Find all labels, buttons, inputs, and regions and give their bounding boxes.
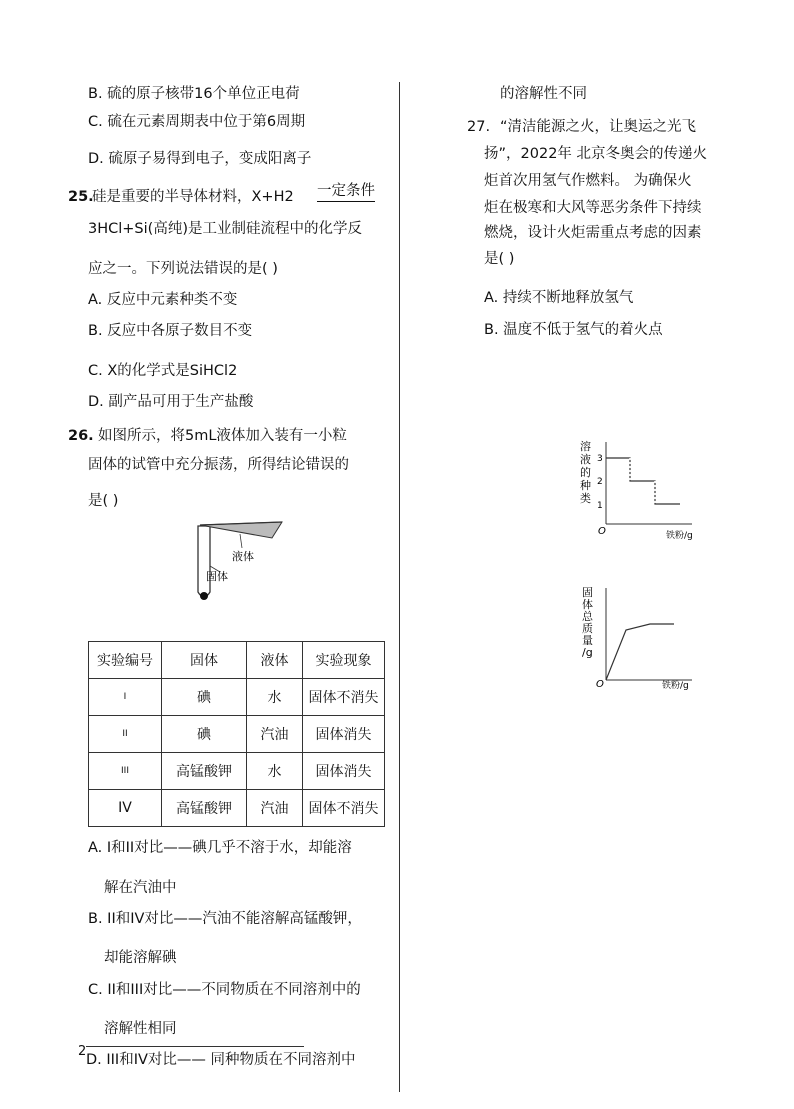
q27-stem-line1: “清洁能源之火，让奥运之光飞 [500,119,697,135]
q24-option-d: D. 硫原子易得到电子，变成阳离子 [88,151,312,167]
q26-option-a-line1: A. I和II对比——碘几乎不溶于水，却能溶 [88,840,352,856]
test-tube-figure [180,518,310,606]
table-cell: 水 [247,753,303,790]
q25-stem-line2: 3HCl+Si(高纯)是工业制硅流程中的化学反 [88,221,362,237]
graph1-ylabel-char: 溶 [580,440,591,453]
table-cell: 固体不消失 [303,679,385,716]
table-row [89,716,385,753]
header-cell: 固体 [162,642,247,679]
graph1-ylabel-char: 的 [580,466,591,479]
experiment-table [88,641,385,827]
table-cell: III [89,753,162,790]
graph-solid-mass [570,584,705,690]
header-cell: 实验现象 [303,642,385,679]
table-cell: 高锰酸钾 [162,790,247,827]
q27-stem-line6: 是( ) [484,251,515,267]
q25-stem-line3: 应之一。下列说法错误的是( ) [88,261,278,277]
table-cell: 固体消失 [303,716,385,753]
table-row [89,679,385,716]
q24-option-c: C. 硫在元素周期表中位于第6周期 [88,114,306,130]
graph1-ytick: 1 [597,501,603,511]
dropper [200,522,282,538]
q26-stem-line2: 固体的试管中充分振荡，所得结论错误的 [88,457,349,473]
q27-option-b: B. 温度不低于氢气的着火点 [484,322,663,338]
table-cell: 固体消失 [303,753,385,790]
graph2-xlabel: 铁粉/g [662,681,689,690]
graph1-ylabel-char: 种 [580,479,591,492]
graph2-ylabel [582,586,594,659]
graph2-origin: O [596,679,604,690]
graph1-ytick: 2 [597,477,603,487]
table-row [89,790,385,827]
graph2-ylabel-char: 体 [582,598,593,611]
table-cell: 高锰酸钾 [162,753,247,790]
graph1-ylabel-char: 液 [580,453,591,466]
graph2-ylabel-char: 固 [582,586,593,599]
header-cell: 实验编号 [89,642,162,679]
graph1-xlabel: 铁粉/g [666,531,693,540]
q27-stem-line3: 炬首次用氢气作燃料。 为确保火 [484,173,692,189]
table-cell: I [89,679,162,716]
q26-number: 26. [68,428,94,444]
table-cell: 汽油 [247,716,303,753]
q26-stem-line1: 如图所示，将5mL液体加入装有一小粒 [98,428,347,444]
table-cell: IV [89,790,162,827]
graph1-ylabel [580,439,591,505]
graph1-step-line [606,458,680,504]
q26-option-d-line1: D. III和IV对比—— 同种物质在不同溶剂中 [86,1052,356,1068]
q26-option-a-line2: 解在汽油中 [104,880,177,896]
fig-label-liquid: 液体 [232,550,254,563]
q26-stem-line3: 是( ) [88,493,119,509]
q27-stem-line5: 燃烧，设计火炬需重点考虑的因素 [484,225,702,241]
q24-option-b: B. 硫的原子核带16个单位正电荷 [88,86,300,102]
table-cell: 碘 [162,679,247,716]
q25-number: 25. [68,189,94,205]
graph2-ylabel-char: 质 [582,622,593,635]
q25-option-b: B. 反应中各原子数目不变 [88,323,253,339]
q26-option-b-line2: 却能溶解碘 [104,950,177,966]
header-cell: 液体 [247,642,303,679]
q27-number: 27. [467,119,491,135]
table-cell: 固体不消失 [303,790,385,827]
q25-condition: 一定条件 [317,181,375,202]
graph2-ylabel-char: 总 [582,610,593,623]
q26-option-b-line1: B. II和IV对比——汽油不能溶解高锰酸钾， [88,911,362,927]
fig-label-solid: 固体 [206,570,228,583]
graph1-origin: O [598,526,606,537]
table-cell: 汽油 [247,790,303,827]
graph1-ylabel-char: 类 [580,492,591,505]
q25-option-c: C. X的化学式是SiHCl2 [88,363,238,379]
q26-option-c-line2: 溶解性相同 [104,1021,177,1037]
q27-option-a: A. 持续不断地释放氢气 [484,290,634,306]
table-cell: 碘 [162,716,247,753]
table-cell: II [89,716,162,753]
column-divider [399,82,400,1092]
q27-stem-line2: 扬”，2022年 北京冬奥会的传递火 [484,146,708,162]
q27-stem-line4: 炬在极寒和大风等恶劣条件下持续 [484,200,702,216]
q26-option-c-line1: C. II和III对比——不同物质在不同溶剂中的 [88,982,361,998]
table-header-row [89,642,385,679]
q25-option-d: D. 副产品可用于生产盐酸 [88,394,254,410]
table-row [89,753,385,790]
graph-solution-species [570,436,705,540]
q26-option-d-line2: 的溶解性不同 [500,86,587,102]
graph2-ylabel-char: /g [582,646,593,659]
test-tube [198,526,210,600]
graph2-curve [606,624,674,680]
footer-rule [86,1046,304,1047]
table-cell: 水 [247,679,303,716]
page-number: 2 [78,1044,87,1059]
q25-option-a: A. 反应中元素种类不变 [88,292,238,308]
graph1-ytick: 3 [597,454,603,464]
graph2-ylabel-char: 量 [582,634,593,647]
q25-stem-line1: 硅是重要的半导体材料，X+H2 [92,189,294,205]
